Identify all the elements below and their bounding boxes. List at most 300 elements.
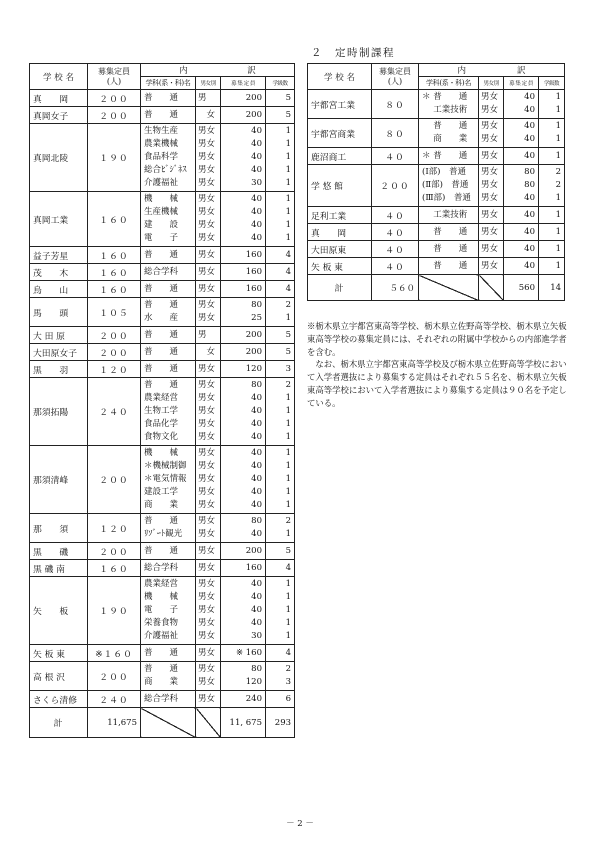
school-name: 真 岡 [308, 224, 372, 241]
subject-name: 工業技術 [422, 105, 468, 115]
school-name: 茂 木 [30, 264, 88, 281]
subject-name-cell [141, 298, 196, 327]
gender-type: 男女 [198, 618, 216, 628]
school-name: 大田原東 [308, 241, 372, 258]
part_time_section-row [308, 148, 565, 165]
subject-capacity-cell [221, 446, 266, 514]
part-time-table [307, 63, 565, 301]
gender-type-cell [196, 192, 221, 247]
subject-name: 普 通 [144, 346, 179, 357]
part_time_section-row [308, 241, 565, 258]
subject-name: 普 通 [144, 92, 179, 103]
subject-capacity-cell [221, 691, 266, 708]
subject-capacity-cell [221, 543, 266, 560]
class-count: 2 [285, 380, 292, 390]
subject-name: (Ⅰ部) 普通 [422, 167, 466, 177]
subject-name-cell [141, 124, 196, 192]
subject-name: 普 通 [144, 664, 179, 674]
subject-capacity: 80 [251, 300, 262, 310]
pt-header-capacity: 募集定員 (人) [372, 64, 419, 90]
school-capacity: １２０ [88, 514, 141, 543]
class-count: 5 [285, 545, 292, 556]
full_time_table-row [30, 514, 295, 543]
class-count: 1 [555, 150, 562, 161]
school-capacity: ２００ [88, 543, 141, 560]
subject-capacity-cell [504, 207, 539, 224]
class-count: 2 [285, 300, 292, 310]
subject-name: 総合ﾋﾞｼﾞﾈｽ [144, 165, 187, 175]
subject-capacity: 40 [251, 461, 262, 471]
class-count: 1 [285, 313, 292, 323]
class-count-cell [539, 241, 565, 258]
class-count: 1 [285, 220, 292, 230]
class-count-cell [539, 119, 565, 148]
class-count-cell [266, 327, 295, 344]
subject-capacity: 120 [245, 677, 262, 687]
school-capacity: ２００ [88, 344, 141, 361]
total-count: 560 [504, 275, 539, 301]
part_time_section-total-row [308, 275, 565, 301]
subject-name: 総合学科 [144, 693, 179, 704]
subject-name: 商 業 [422, 134, 468, 144]
full_time_table-total-row [30, 708, 295, 738]
school-name: 黒 磯 南 [30, 560, 88, 577]
gender-type: 男女 [198, 249, 216, 260]
total-diagonal-cell [196, 708, 221, 738]
gender-type: 男女 [481, 243, 499, 254]
class-count: 1 [285, 432, 292, 442]
subject-capacity: 160 [245, 266, 262, 277]
school-capacity: ※１６０ [88, 645, 141, 662]
subject-capacity: 200 [245, 329, 262, 340]
gender-type-cell [196, 361, 221, 378]
gender-type: 男女 [481, 226, 499, 237]
school-capacity: ２００ [372, 165, 419, 207]
subject-name: 普 通 [422, 260, 468, 271]
class-count-cell [266, 281, 295, 298]
school-name: 足利工業 [308, 207, 372, 224]
class-count: 1 [555, 243, 562, 254]
subject-capacity-cell [504, 90, 539, 119]
pt-header-count: 募 集 定 員 [504, 77, 539, 90]
subject-capacity: 30 [251, 178, 262, 188]
full-time-table [29, 63, 295, 738]
subject-name-cell [419, 165, 479, 207]
full_time_table-row [30, 327, 295, 344]
gender-type: 男女 [198, 562, 216, 573]
subject-name-cell [141, 327, 196, 344]
pt-header-gender: 男女別 [479, 77, 504, 90]
gender-type: 男女 [481, 260, 499, 271]
subject-capacity-cell [221, 327, 266, 344]
school-name: 那 須 [30, 514, 88, 543]
gender-type: 男女 [481, 209, 499, 220]
subject-capacity: 40 [251, 419, 262, 429]
gender-type: 男女 [198, 300, 216, 310]
class-count-cell [266, 446, 295, 514]
subject-name: 介護福祉 [144, 631, 179, 641]
gender-type-cell [196, 90, 221, 107]
gender-type-cell [479, 119, 504, 148]
gender-type-cell [196, 560, 221, 577]
gender-type: 男女 [198, 448, 216, 458]
subject-name: 機 械 [144, 592, 179, 602]
school-capacity: １６０ [88, 192, 141, 247]
subject-capacity: 40 [524, 243, 535, 254]
gender-type-cell [479, 258, 504, 275]
gender-type-cell [196, 247, 221, 264]
school-name: 益子芳星 [30, 247, 88, 264]
subject-capacity: 80 [524, 180, 535, 190]
subject-name-cell [141, 361, 196, 378]
school-name: 黒 羽 [30, 361, 88, 378]
full_time_table-row [30, 264, 295, 281]
gender-type-cell [479, 207, 504, 224]
subject-capacity: 40 [251, 393, 262, 403]
subject-name: 普 通 [144, 300, 179, 310]
subject-capacity: 40 [251, 500, 262, 510]
part-time-section-title: ２ 定時制課程 [311, 47, 395, 59]
footnote-paragraph-1: ※栃木県立宇都宮東高等学校、栃木県立佐野高等学校、栃木県立矢板東高等学校の募集定員には、それぞれの附属中学校からの内部進学者を含む。 [307, 321, 567, 357]
subject-name: (Ⅱ部) 普通 [422, 180, 469, 190]
class-count-cell [539, 148, 565, 165]
subject-name: 食品化学 [144, 419, 179, 429]
subject-name: 建 設 [144, 220, 179, 230]
gender-type: 男女 [481, 92, 499, 102]
class-count: 5 [285, 109, 292, 120]
subject-capacity-cell [221, 298, 266, 327]
subject-capacity: 40 [251, 126, 262, 136]
subject-capacity: 80 [251, 516, 262, 526]
class-count: 1 [285, 592, 292, 602]
subject-name: 栄養食物 [144, 618, 179, 628]
class-count-cell [266, 378, 295, 446]
subject-name-cell [419, 148, 479, 165]
class-count: 1 [285, 165, 292, 175]
class-count: 1 [285, 618, 292, 628]
subject-capacity: 40 [251, 432, 262, 442]
class-count: 3 [285, 677, 292, 687]
subject-name: ＊ 普 通 [422, 150, 468, 161]
subject-capacity: 40 [524, 209, 535, 220]
total-label: 計 [308, 275, 372, 301]
subject-name-cell [419, 119, 479, 148]
gender-type-cell [196, 691, 221, 708]
class-count-cell [266, 560, 295, 577]
pt-header-school: 学 校 名 [308, 64, 372, 90]
subject-name: 農業経営 [144, 393, 179, 403]
school-capacity: ２４０ [88, 691, 141, 708]
gender-type: 男女 [481, 134, 499, 144]
class-count: 2 [555, 180, 562, 190]
class-count: 1 [285, 178, 292, 188]
class-count: 1 [285, 126, 292, 136]
total-count: 11, 675 [221, 708, 266, 738]
school-name: さくら清修 [30, 691, 88, 708]
full_time_table-row [30, 344, 295, 361]
subject-name: 電 子 [144, 605, 179, 615]
class-count-cell [266, 124, 295, 192]
class-count: 1 [555, 209, 562, 220]
subject-name: 介護福祉 [144, 178, 179, 188]
gender-type: 男女 [198, 283, 216, 294]
gender-type: 男女 [198, 500, 216, 510]
total-capacity: 11,675 [88, 708, 141, 738]
class-count-cell [266, 361, 295, 378]
class-count: 1 [285, 529, 292, 539]
class-count: 1 [555, 226, 562, 237]
pt-header-subject: 学科(系・科)名 [419, 77, 479, 90]
school-capacity: ４０ [372, 258, 419, 275]
subject-capacity-cell [504, 148, 539, 165]
class-count-cell [266, 107, 295, 124]
part_time_section-row [308, 90, 565, 119]
subject-capacity: 40 [251, 448, 262, 458]
subject-name: 普 通 [144, 647, 179, 658]
school-name: 真岡工業 [30, 192, 88, 247]
subject-name-cell [141, 514, 196, 543]
header-capacity: 募集定員 (人) [88, 64, 141, 90]
school-name: 高 根 沢 [30, 662, 88, 691]
school-name: 烏 山 [30, 281, 88, 298]
class-count-cell [539, 224, 565, 241]
class-count-cell [266, 192, 295, 247]
class-count: 4 [285, 249, 292, 260]
gender-type-cell [196, 107, 221, 124]
gender-type: 男女 [481, 121, 499, 131]
school-capacity: ２００ [88, 107, 141, 124]
gender-type: 男女 [198, 220, 216, 230]
school-name: 大 田 原 [30, 327, 88, 344]
gender-type: 男女 [198, 545, 216, 556]
gender-type-cell [196, 281, 221, 298]
class-count: 1 [555, 134, 562, 144]
gender-type-cell [479, 90, 504, 119]
gender-type: 男女 [198, 693, 216, 704]
gender-type: 男女 [198, 647, 216, 658]
gender-type: 男女 [198, 487, 216, 497]
subject-capacity-cell [221, 247, 266, 264]
subject-capacity: 240 [245, 693, 262, 704]
full_time_table-row [30, 662, 295, 691]
header-classes: 学級数 [266, 77, 295, 90]
school-capacity: ４０ [372, 241, 419, 258]
school-capacity: ２００ [88, 90, 141, 107]
subject-name-cell [419, 90, 479, 119]
subject-capacity: 30 [251, 631, 262, 641]
full_time_table-row [30, 298, 295, 327]
subject-name: 総合学科 [144, 266, 179, 277]
subject-name: 建設工学 [144, 487, 179, 497]
subject-capacity: 40 [524, 134, 535, 144]
class-count: 1 [285, 194, 292, 204]
full_time_table-row [30, 281, 295, 298]
gender-type: 男女 [198, 474, 216, 484]
subject-name: 普 通 [144, 380, 179, 390]
subject-name: 普 通 [144, 283, 179, 294]
pt-header-breakdown: 内 訳 [419, 64, 565, 77]
subject-name: 普 通 [144, 545, 179, 556]
subject-name: 電 子 [144, 233, 179, 243]
subject-name-cell [141, 247, 196, 264]
full_time_table-row [30, 577, 295, 645]
gender-type-cell [479, 165, 504, 207]
class-count-cell [266, 344, 295, 361]
class-count-cell [266, 577, 295, 645]
subject-name: 普 通 [144, 249, 179, 260]
class-count: 5 [285, 346, 292, 357]
class-count: 1 [285, 139, 292, 149]
school-name: 黒 磯 [30, 543, 88, 560]
page-number: － 2 － [286, 819, 314, 829]
class-count: 6 [285, 693, 292, 704]
class-count: 1 [285, 419, 292, 429]
school-capacity: ８０ [372, 119, 419, 148]
subject-capacity: 200 [245, 545, 262, 556]
total-diagonal-cell [141, 708, 196, 738]
school-capacity: １０５ [88, 298, 141, 327]
part_time_section-row [308, 165, 565, 207]
gender-type: 男女 [198, 380, 216, 390]
full_time_table-row [30, 124, 295, 192]
subject-name-cell [419, 224, 479, 241]
gender-type-cell [196, 577, 221, 645]
subject-name: 工業技術 [422, 209, 468, 220]
school-name: 真岡女子 [30, 107, 88, 124]
gender-type: 男女 [198, 313, 216, 323]
gender-type: 女 [198, 346, 216, 357]
subject-name: 普 通 [144, 363, 179, 374]
full_time_table-row [30, 446, 295, 514]
gender-type: 男女 [198, 194, 216, 204]
header-gender: 男女別 [196, 77, 221, 90]
subject-name-cell [141, 192, 196, 247]
subject-capacity: 40 [524, 193, 535, 203]
subject-capacity: 40 [251, 579, 262, 589]
class-count: 2 [285, 516, 292, 526]
subject-capacity-cell [221, 577, 266, 645]
part_time_section-row [308, 119, 565, 148]
subject-capacity-cell [221, 192, 266, 247]
gender-type-cell [196, 124, 221, 192]
gender-type-cell [196, 264, 221, 281]
subject-name: ＊電気情報 [144, 474, 187, 484]
gender-type: 男女 [481, 150, 499, 161]
class-count-cell [266, 298, 295, 327]
class-count: 2 [285, 664, 292, 674]
school-name: 真岡北陵 [30, 124, 88, 192]
subject-name-cell [141, 90, 196, 107]
school-name: 真 岡 [30, 90, 88, 107]
gender-type: 男女 [198, 178, 216, 188]
class-count: 1 [285, 631, 292, 641]
gender-type: 男女 [198, 529, 216, 539]
subject-capacity: 40 [251, 529, 262, 539]
class-count-cell [266, 662, 295, 691]
gender-type: 男女 [198, 139, 216, 149]
class-count: 1 [285, 233, 292, 243]
subject-name-cell [141, 543, 196, 560]
gender-type: 男女 [198, 165, 216, 175]
header-count: 募 集 定 員 [221, 77, 266, 90]
full_time_table-row [30, 378, 295, 446]
gender-type-cell [196, 298, 221, 327]
gender-type: 男女 [481, 193, 499, 203]
subject-capacity-cell [221, 90, 266, 107]
gender-type: 男女 [198, 432, 216, 442]
part_time_section-row [308, 207, 565, 224]
gender-type-cell [196, 378, 221, 446]
subject-capacity-cell [221, 107, 266, 124]
subject-name-cell [141, 281, 196, 298]
gender-type: 男女 [198, 461, 216, 471]
gender-type: 男女 [198, 605, 216, 615]
subject-name-cell [141, 378, 196, 446]
subject-capacity: 80 [251, 664, 262, 674]
subject-capacity: 40 [524, 121, 535, 131]
gender-type: 男女 [481, 180, 499, 190]
class-count: 4 [285, 283, 292, 294]
subject-capacity: 40 [251, 487, 262, 497]
gender-type-cell [196, 645, 221, 662]
class-count: 1 [285, 474, 292, 484]
subject-capacity-cell [221, 662, 266, 691]
full_time_table-row [30, 192, 295, 247]
subject-name-cell [419, 241, 479, 258]
subject-capacity: 40 [251, 220, 262, 230]
gender-type: 男女 [198, 631, 216, 641]
subject-capacity: 160 [245, 283, 262, 294]
subject-capacity: 40 [251, 194, 262, 204]
school-capacity: ２００ [88, 446, 141, 514]
subject-name: 食物文化 [144, 432, 179, 442]
class-count: 1 [285, 448, 292, 458]
full_time_table-row [30, 691, 295, 708]
gender-type-cell [196, 514, 221, 543]
subject-capacity-cell [221, 124, 266, 192]
class-count-cell [266, 691, 295, 708]
gender-type: 男 [198, 92, 207, 103]
subject-name: 普 通 [422, 226, 468, 237]
class-count: 4 [285, 562, 292, 573]
gender-type-cell [196, 446, 221, 514]
subject-name: 水 産 [144, 313, 179, 323]
class-count: 1 [285, 487, 292, 497]
subject-capacity: 40 [524, 226, 535, 237]
total-capacity: ５６０ [372, 275, 419, 301]
subject-name: 生物工学 [144, 406, 179, 416]
school-name: 那須拓陽 [30, 378, 88, 446]
class-count: 5 [285, 92, 292, 103]
class-count: 4 [285, 266, 292, 277]
full_time_table-row [30, 560, 295, 577]
total-classes: 14 [539, 275, 565, 301]
class-count-cell [266, 264, 295, 281]
full_time_table-row [30, 361, 295, 378]
gender-type: 男女 [198, 579, 216, 589]
gender-type: 男女 [198, 419, 216, 429]
subject-capacity-cell [221, 361, 266, 378]
class-count-cell [266, 90, 295, 107]
subject-name-cell [141, 446, 196, 514]
subject-capacity-cell [221, 645, 266, 662]
class-count: 5 [285, 329, 292, 340]
school-name: 馬 頭 [30, 298, 88, 327]
subject-capacity: 200 [245, 109, 262, 120]
subject-capacity-cell [504, 258, 539, 275]
school-name: 矢 板 東 [308, 258, 372, 275]
subject-name: 総合学科 [144, 562, 179, 573]
